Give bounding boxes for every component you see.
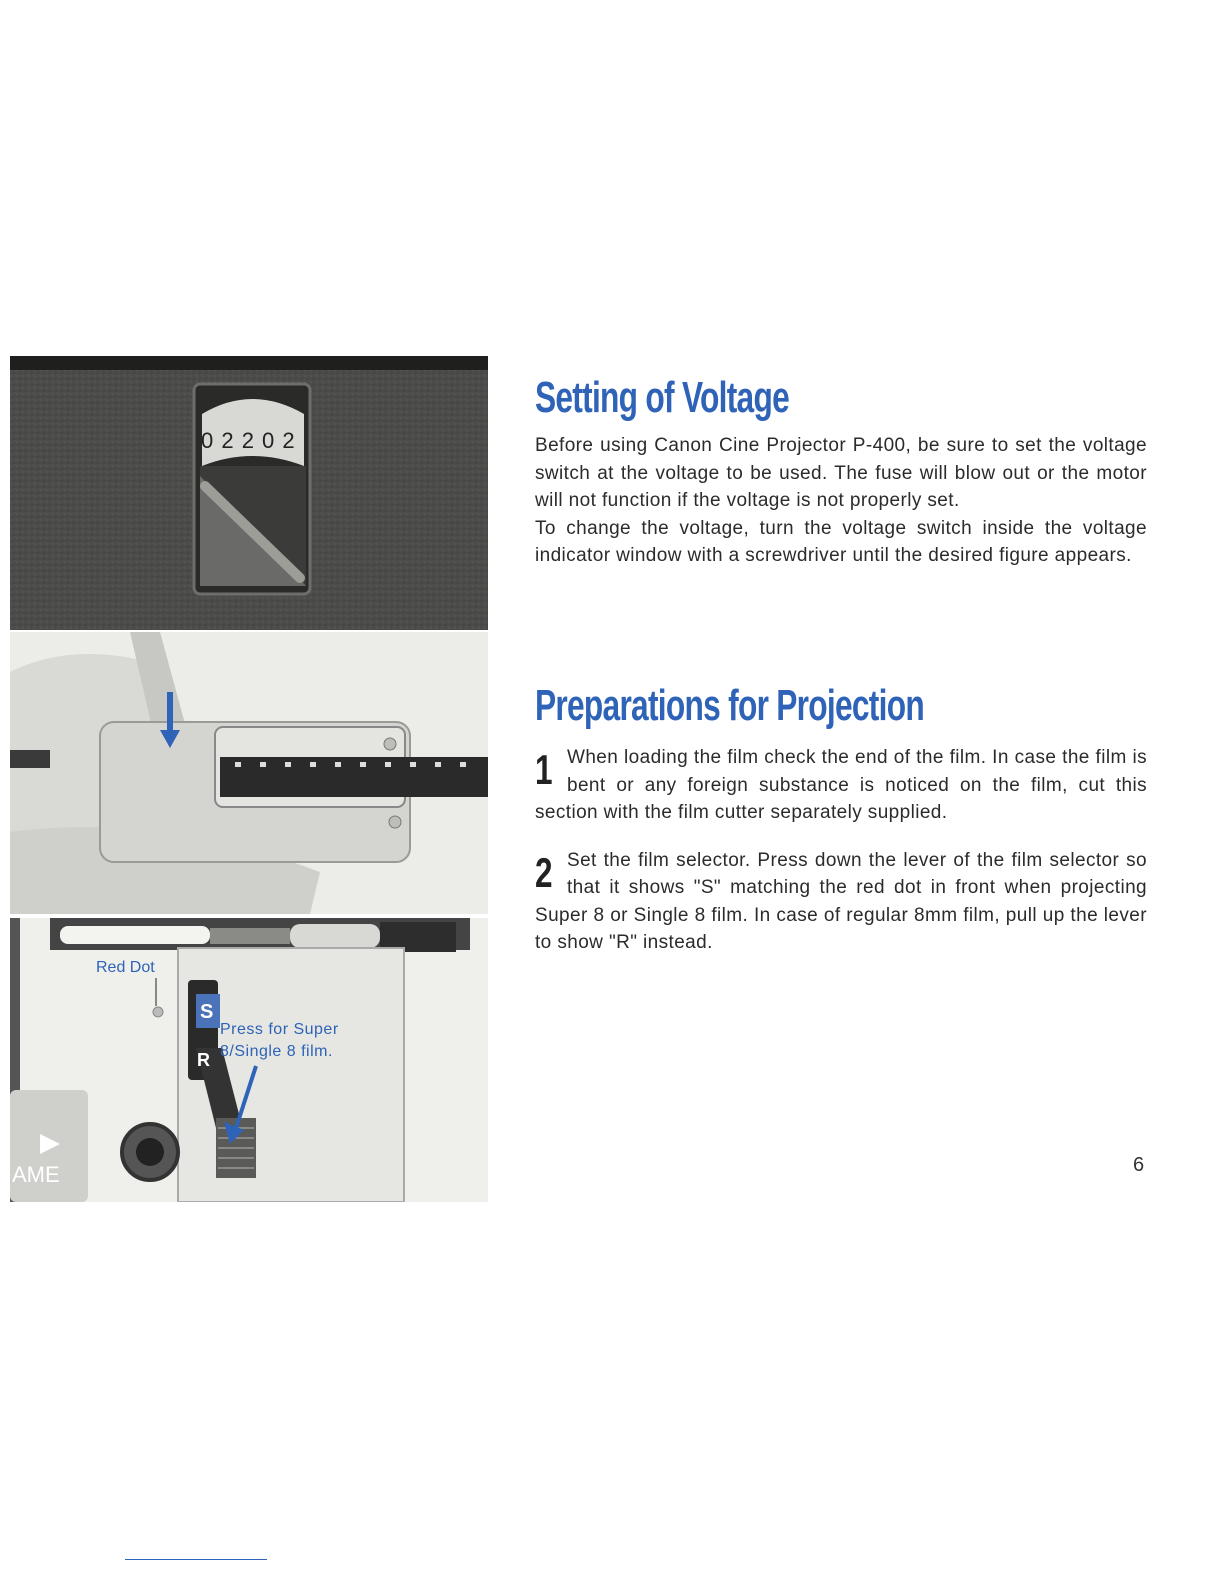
press-label-line1: Press for Super <box>220 1021 339 1038</box>
step-text: Set the film selector. Press down the lever of the film selector so that it shows "S" matching the red dot in front when projecting Super 8 or Single 8 film. In case of regular 8mm film, pull up the lever to show "R" instead. <box>535 849 1147 953</box>
film-cutter-photo <box>10 632 488 914</box>
photo-column <box>10 356 488 1202</box>
red-dot-label: Red Dot <box>96 959 155 976</box>
preparations-heading: Preparations for Projection <box>535 681 924 730</box>
step-2 <box>535 847 1147 957</box>
panel-text: AME <box>12 1162 60 1187</box>
preparations-section <box>535 682 1147 957</box>
voltage-dial-photo <box>10 356 488 630</box>
dial-numbers: 0 2 2 0 2 <box>201 428 296 453</box>
selector-s-label: S <box>200 1001 214 1023</box>
voltage-heading: Setting of Voltage <box>535 373 789 422</box>
selector-r-label: R <box>197 1050 210 1070</box>
step-number: 2 <box>535 848 553 896</box>
step-1 <box>535 744 1147 827</box>
voltage-section <box>535 374 1147 570</box>
press-label-line2: 8/Single 8 film. <box>220 1043 333 1060</box>
voltage-para-2: To change the voltage, turn the voltage switch inside the voltage indicator window with a screwdriver until the desired figure appears. <box>535 517 1147 566</box>
page-number: 6 <box>1133 1154 1145 1176</box>
step-number: 1 <box>535 746 553 793</box>
film-selector-photo <box>10 918 488 1202</box>
voltage-para-1: Before using Canon Cine Projector P-400, be sure to set the voltage switch at the voltage to be used. The fuse will blow out or the motor will not function if the voltage is not properly set. <box>535 435 1147 511</box>
footer-rule <box>125 1559 267 1560</box>
step-text: When loading the film check the end of the film. In case the film is bent or any foreign substance is noticed on the film, cut this section with the film cutter separately supplied. <box>535 747 1147 823</box>
